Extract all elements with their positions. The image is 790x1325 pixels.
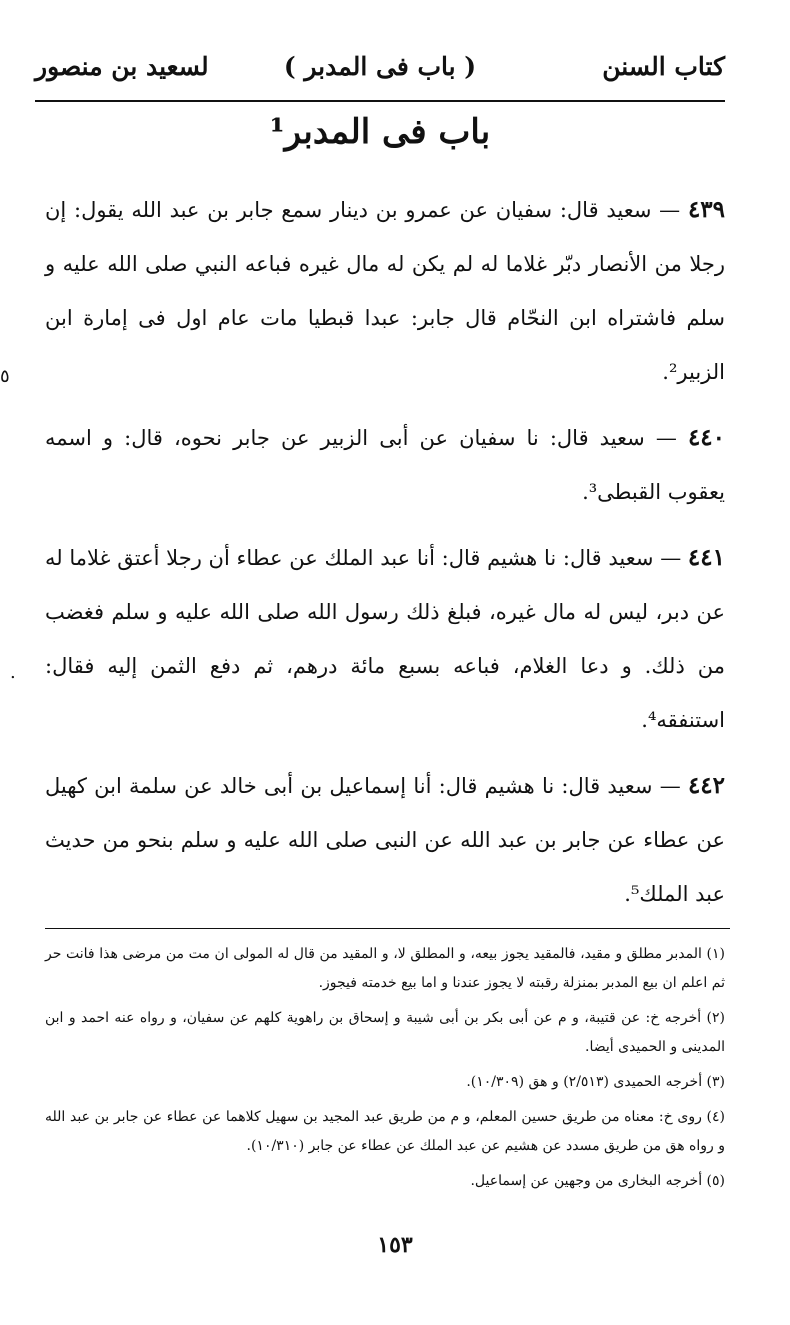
footnote: (٥) أخرجه البخارى من وجهين عن إسماعيل. [470, 1173, 725, 1189]
header-book-title: كتاب السنن [602, 52, 725, 81]
hadith-text: — سعيد قال: سفيان عن عمرو بن دينار سمع جابر بن عبد الله يقول: إن رجلا من الأنصار دبّر غلاما له لم يكن له مال غيره فباعه النبي صلى الله عليه و سلم فاشتراه ابن النحّام قال جابر: عبدا قبطيا مات عام اول فى إمارة ابن الزبير². [45, 198, 725, 384]
footnote: (٣) أخرجه الحميدى (٢/٥١٣) و هق (١٠/٣٠٩). [466, 1074, 725, 1090]
footnote: (٤) روى خ: معناه من طريق حسين المعلم، و م من طريق عبد المجيد بن سهيل كلاهما عن عطاء عن جابر بن عبد الله و رواه هق من طريق مسدد عن هشيم عن عبد الملك عن عطاء عن جابر (١٠/٣١٠). [45, 1109, 725, 1154]
footnote-rule [45, 928, 730, 929]
hadith-number: ٤٤٠ [687, 424, 725, 451]
header-chapter-title: ( باب فى المدبر ) [283, 52, 477, 81]
page-number: ١٥٣ [377, 1232, 413, 1258]
hadith-text: — سعيد قال: نا سفيان عن أبى الزبير عن جابر نحوه، قال: و اسمه يعقوب القبطى³. [45, 426, 725, 504]
hadith-entry [45, 759, 725, 921]
hadith-entry [45, 411, 725, 519]
footnote: (٢) أخرجه خ: عن قتيبة، و م عن أبى بكر بن أبى شيبة و إسحاق بن راهوية كلهم عن سفيان، و رواه عنه احمد و ابن المدينى و الحميدى أيضا. [45, 1010, 725, 1055]
hadith-text: — سعيد قال: نا هشيم قال: أنا إسماعيل بن أبى خالد عن سلمة ابن كهيل عن عطاء عن جابر بن عبد الله عن النبى صلى الله عليه و سلم بنحو من حديث عبد الملك⁵. [45, 774, 725, 906]
header-rule [35, 100, 725, 102]
margin-mark: . [10, 662, 16, 683]
chapter-title: باب فى المدبر¹ [269, 112, 491, 152]
hadith-text: — سعيد قال: نا هشيم قال: أنا عبد الملك عن عطاء أن رجلا أعتق غلاما له عن دبر، ليس له مال غيره، فبلغ ذلك رسول الله صلى الله عليه و سلم فغضب من ذلك. و دعا الغلام، فباعه بسبع مائة درهم، ثم دفع الثمن إليه فقال: استنفقه⁴. [45, 546, 725, 732]
hadith-entry [45, 531, 725, 747]
hadith-entry [45, 183, 725, 399]
running-header [35, 48, 725, 94]
hadith-number: ٤٤١ [687, 544, 725, 571]
header-author: لسعيد بن منصور [35, 52, 209, 81]
hadith-number: ٤٤٢ [687, 772, 725, 799]
footnote: (١) المدبر مطلق و مقيد، فالمقيد يجوز بيعه، و المطلق لا، و المقيد من قال له المولى ان مت من مرضى هذا فانت حر ثم اعلم ان بيع المدبر بمنزلة رقبته لا يجوز عندنا و اما بيع خدمته فيجوز. [45, 946, 725, 991]
hadith-number: ٤٣٩ [687, 196, 725, 223]
hadith-body [45, 183, 725, 921]
footnotes [45, 940, 725, 1202]
margin-line-number: ٥ [0, 366, 10, 387]
